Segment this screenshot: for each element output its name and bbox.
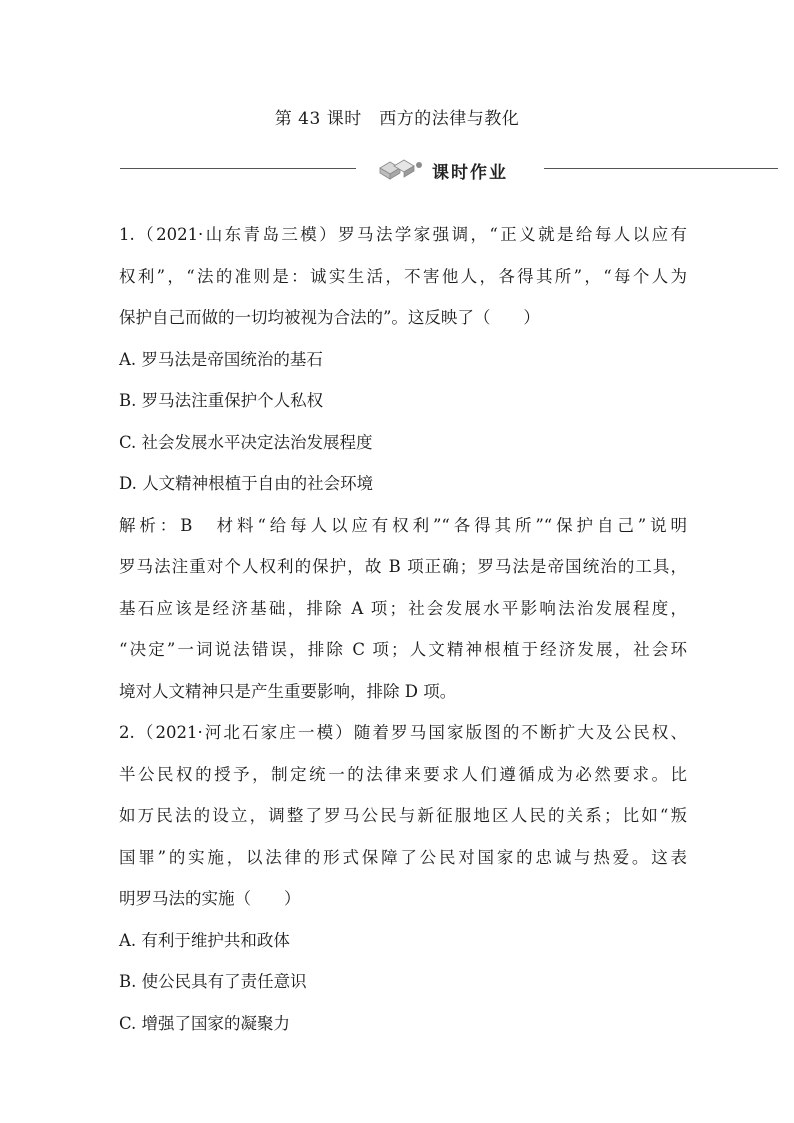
analysis-line: 罗马法注重对个人权利的保护，故 B 项正确；罗马法是帝国统治的工具，: [119, 557, 687, 576]
section-label: 课时作业: [432, 163, 508, 183]
question-stem-line: 国罪”的实施，以法律的形式保障了公民对国家的忠诚与热爱。这表: [119, 847, 687, 867]
analysis-line: 境对人文精神只是产生重要影响，排除 D 项。: [119, 681, 457, 701]
analysis-line: 解析：B 材料“给每人以应有权利”“各得其所”“保护自己”说明: [119, 515, 687, 535]
banner-rule-left: [120, 168, 356, 169]
question-2: [119, 712, 687, 1044]
option-d: D. 人文精神根植于自由的社会环境: [119, 474, 374, 493]
question-stem-line: 如万民法的设立，调整了罗马公民与新征服地区人民的关系；比如“叛: [119, 806, 687, 825]
question-stem-line: 保护自己而做的一切均被视为合法的”。这反映了（ ）: [119, 308, 540, 327]
cube-decoration-icon: [378, 158, 424, 180]
question-1: [119, 214, 687, 712]
page-title: 第 43 课时 西方的法律与教化: [274, 109, 520, 129]
option-b: B. 使公民具有了责任意识: [119, 972, 307, 991]
option-b: B. 罗马法注重保护个人私权: [119, 391, 324, 410]
question-stem-line: 权利”，“法的准则是：诚实生活，不害他人，各得其所”，“每个人为: [119, 266, 687, 286]
option-a: A. 罗马法是帝国统治的基石: [119, 349, 323, 369]
banner-rule-right: [544, 168, 778, 169]
question-stem-line: 1.（2021·山东青岛三模）罗马法学家强调，“正义就是给每人以应有: [119, 225, 687, 244]
option-a: A. 有利于维护共和政体: [119, 930, 290, 950]
option-c: C. 增强了国家的凝聚力: [119, 1013, 291, 1033]
analysis-line: “决定”一词说法错误，排除 C 项；人文精神根植于经济发展，社会环: [119, 640, 687, 659]
document-body: [119, 214, 687, 1044]
analysis-line: 基石应该是经济基础，排除 A 项；社会发展水平影响法治发展程度，: [119, 598, 687, 618]
option-c: C. 社会发展水平决定法治发展程度: [119, 432, 373, 452]
question-stem-line: 2.（2021·河北石家庄一模）随着罗马国家版图的不断扩大及公民权、: [119, 723, 687, 742]
question-stem-line: 明罗马法的实施（ ）: [119, 889, 301, 908]
question-stem-line: 半公民权的授予，制定统一的法律来要求人们遵循成为必然要求。比: [119, 764, 687, 784]
section-banner: [120, 156, 778, 182]
